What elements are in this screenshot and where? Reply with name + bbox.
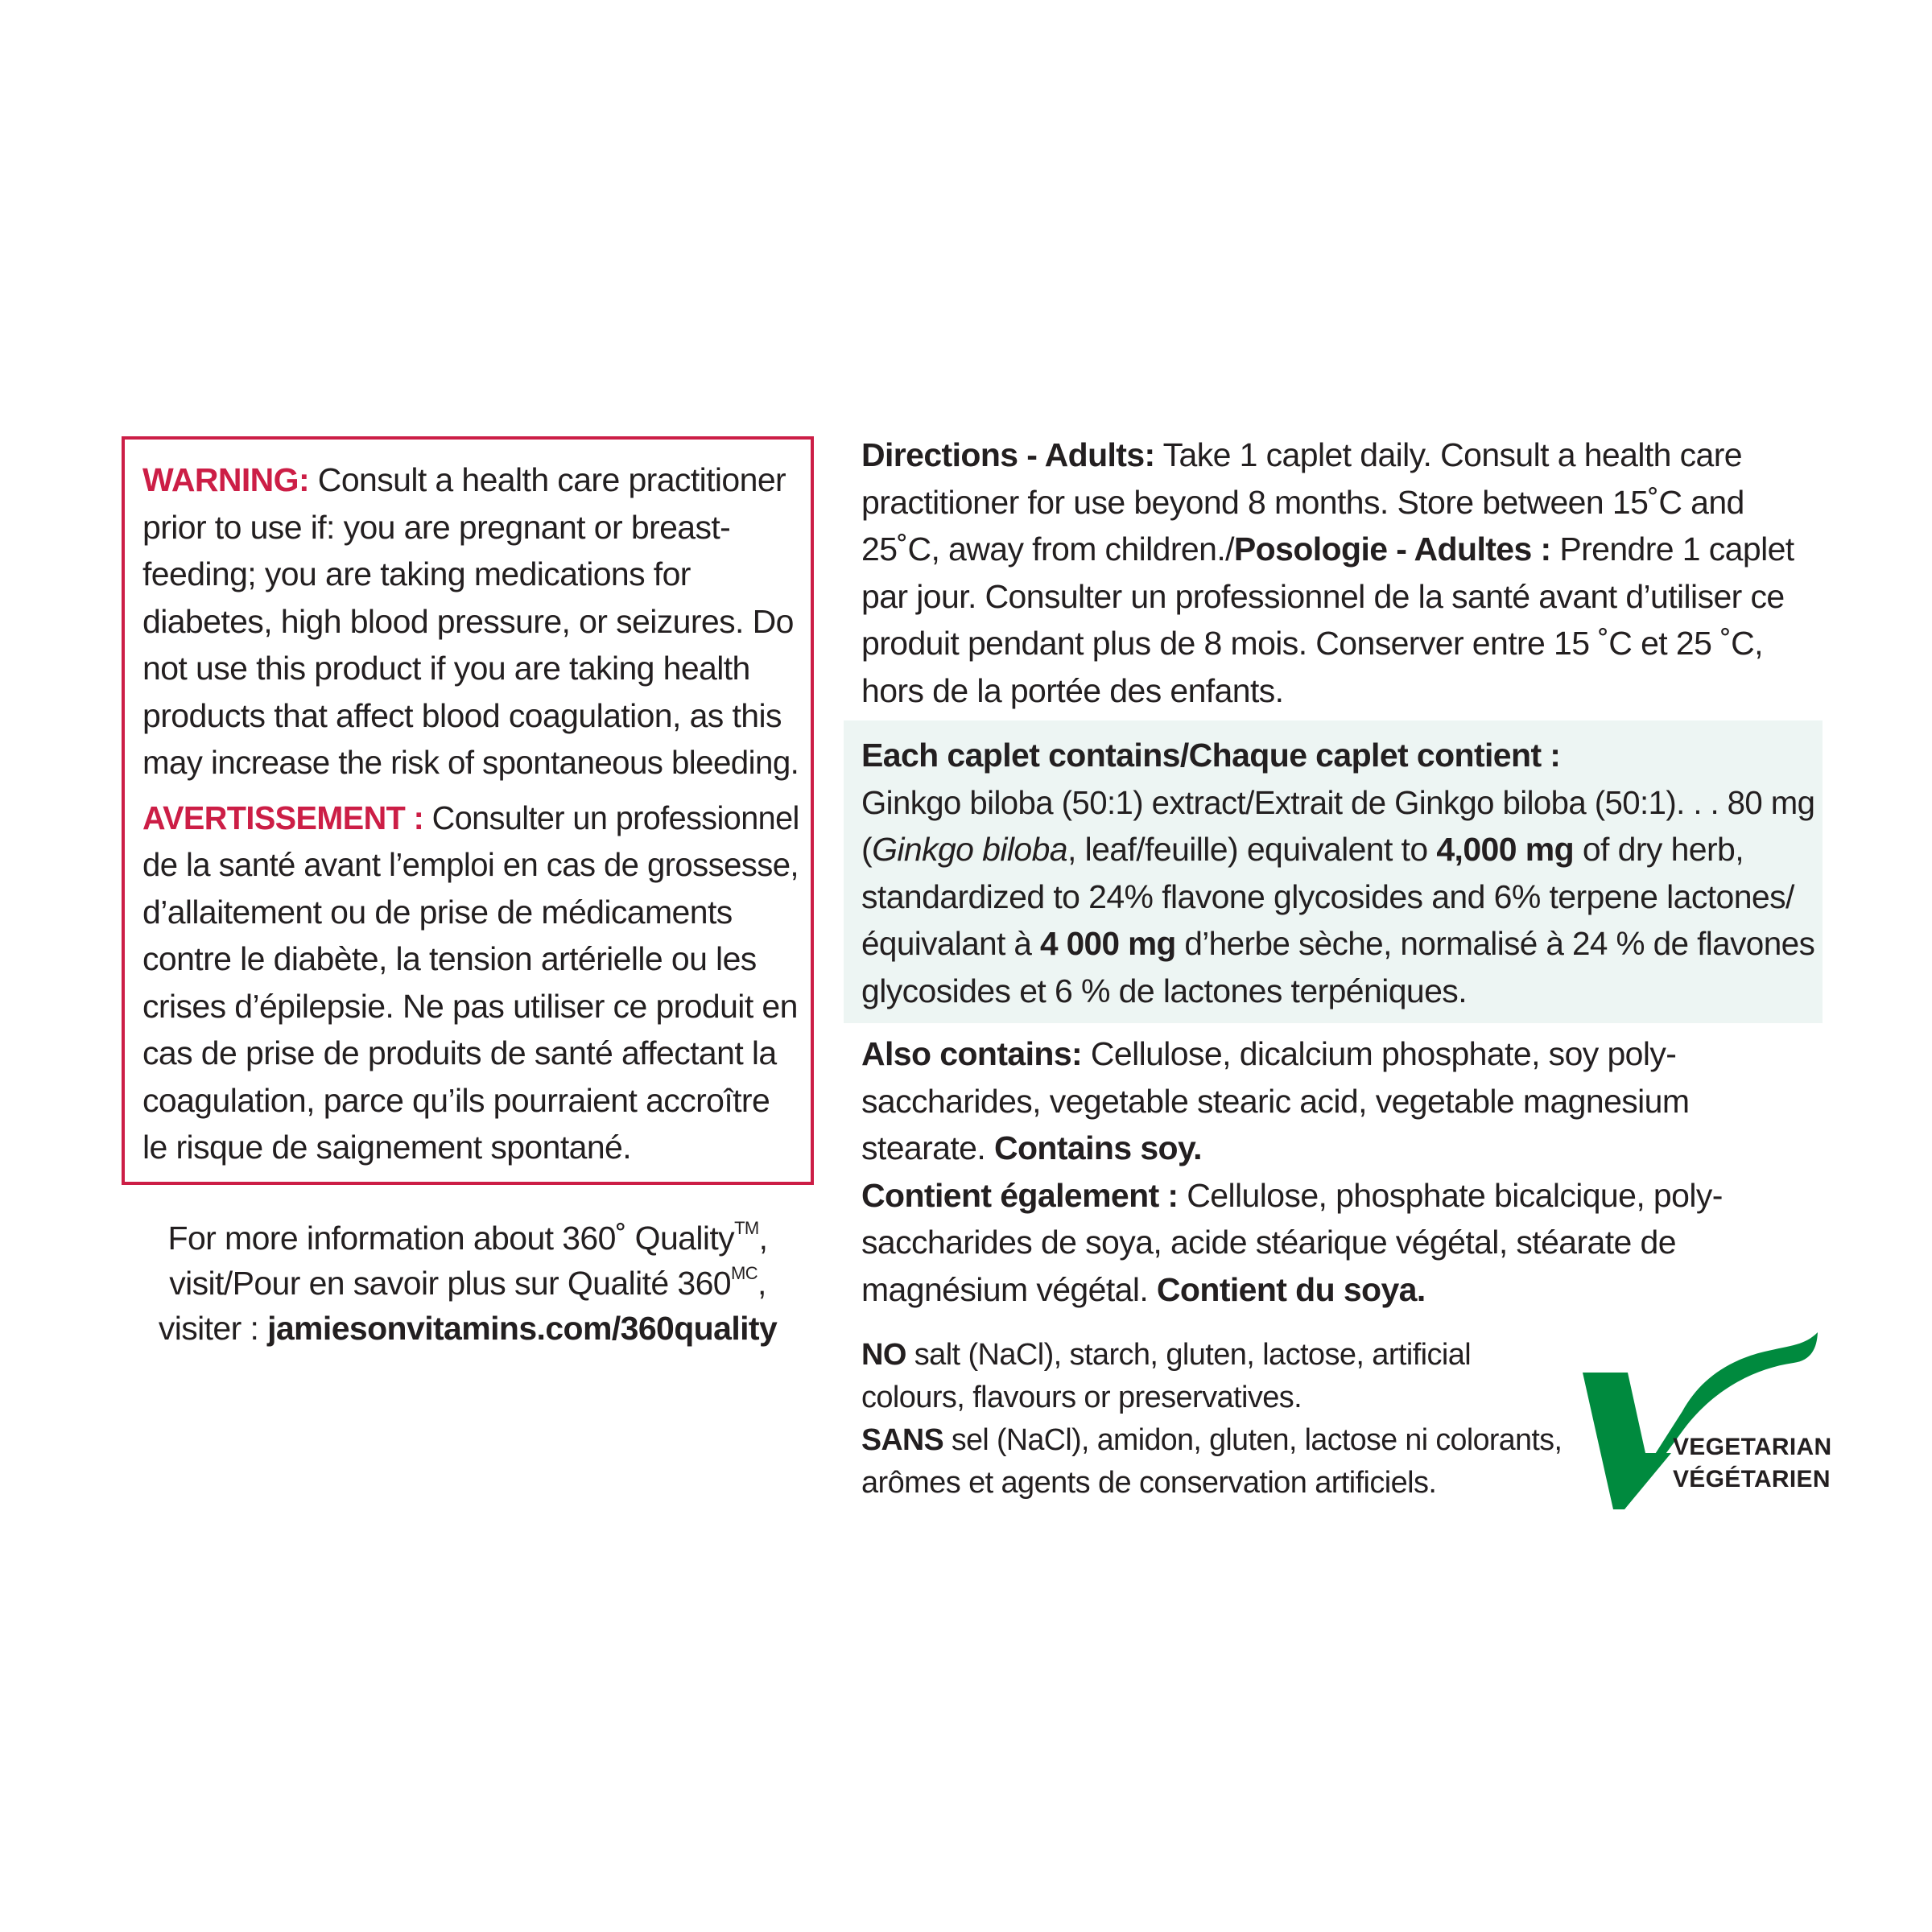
warning-line: Consult a health care practitioner — [309, 461, 786, 498]
dry-herb-amount-fr: 4 000 mg — [1040, 925, 1176, 962]
sans-label: SANS — [861, 1423, 944, 1457]
directions-section — [861, 431, 1819, 714]
warning-line: feeding; you are taking medications for — [142, 555, 691, 592]
also-line: magnésium végétal. — [861, 1270, 1157, 1308]
warning-english — [142, 456, 799, 786]
info-line: For more information about 360˚ Quality — [167, 1220, 735, 1257]
also-line: Cellulose, phosphate bicalcique, poly- — [1178, 1176, 1723, 1214]
warning-line: may increase the risk of spontaneous bleeding. — [142, 744, 799, 781]
warning-line: prior to use if: you are pregnant or breast- — [142, 508, 731, 546]
ingredient-line: Ginkgo biloba (50:1) extract/Extrait de Ginkgo biloba (50:1). . . 80 mg — [861, 783, 1815, 821]
warning-line: le risque de saignement spontané. — [142, 1129, 632, 1166]
warning-title: WARNING: — [142, 461, 310, 498]
warning-line: de la santé avant l’emploi en cas de grossesse, — [142, 846, 799, 883]
warning-french — [142, 795, 799, 1171]
directions-title: Directions - Adults: — [861, 436, 1155, 473]
warning-line: products that affect blood coagulation, as this — [142, 696, 782, 734]
ingredient-line: glycosides et 6 % de lactones terpéniques. — [861, 972, 1467, 1009]
free-from-line: colours, flavours or preservatives. — [861, 1381, 1302, 1414]
warning-line: coagulation, parce qu’ils pourraient accroître — [142, 1081, 770, 1119]
directions-line: Take 1 caplet daily. Consult a health care — [1154, 436, 1742, 473]
free-from-line: arômes et agents de conservation artificiels. — [861, 1466, 1437, 1500]
vegetarian-labels — [1673, 1431, 1831, 1496]
ingredient-text: , leaf/feuille) equivalent to — [1067, 831, 1437, 868]
info-line: visiter : — [158, 1310, 268, 1347]
info-line: visit/Pour en savoir plus sur Qualité 360 — [169, 1265, 731, 1302]
vegetarian-label-en: VEGETARIAN — [1673, 1434, 1832, 1460]
no-label: NO — [861, 1338, 906, 1372]
warning-text — [142, 456, 799, 1179]
free-from-line: sel (NaCl), amidon, gluten, lactose ni colorants, — [943, 1423, 1563, 1457]
directions-line: practitioner for use beyond 8 months. Store between 15˚C and — [861, 483, 1744, 521]
contient-soya: Contient du soya. — [1156, 1270, 1426, 1308]
warning-line: contre le diabète, la tension artérielle ou les — [142, 940, 757, 977]
website-url[interactable]: jamiesonvitamins.com/360quality — [267, 1310, 778, 1347]
caplet-title: Each caplet contains/Chaque caplet contient : — [861, 737, 1561, 774]
also-contains-section — [861, 1030, 1819, 1313]
caplet-contents-section — [861, 732, 1819, 1014]
contient-title: Contient également : — [861, 1176, 1179, 1214]
dry-herb-amount: 4,000 mg — [1436, 831, 1575, 868]
warning-line: diabetes, high blood pressure, or seizures. Do — [142, 602, 794, 640]
also-line: saccharides de soya, acide stéarique végétal, stéarate de — [861, 1224, 1676, 1261]
info-punct: , — [758, 1220, 768, 1257]
warning-line: not use this product if you are taking health — [142, 650, 750, 687]
avertissement-title: AVERTISSEMENT : — [142, 799, 424, 836]
also-line: Cellulose, dicalcium phosphate, soy poly- — [1082, 1035, 1677, 1072]
ingredient-text: of dry herb, — [1574, 831, 1744, 868]
quality-360-info — [122, 1216, 814, 1351]
directions-line: 25˚C, away from children./ — [861, 530, 1234, 568]
also-contains-title: Also contains: — [861, 1035, 1083, 1072]
also-line: stearate. — [861, 1129, 994, 1166]
ingredient-text: équivalant à — [861, 925, 1041, 962]
directions-line: produit pendant plus de 8 mois. Conserver entre 15 ˚C et 25 ˚C, — [861, 625, 1763, 662]
ingredient-text: d’herbe sèche, normalisé à 24 % de flavones — [1175, 925, 1815, 962]
vegetarian-label-fr: VÉGÉTARIEN — [1673, 1466, 1831, 1492]
directions-line: Prendre 1 caplet — [1550, 530, 1794, 568]
contains-soy: Contains soy. — [993, 1129, 1202, 1166]
warning-line: d’allaitement ou de prise de médicaments — [142, 893, 733, 931]
ingredient-line: standardized to 24% flavone glycosides and 6% terpene lactones/ — [861, 877, 1794, 915]
directions-line: par jour. Consulter un professionnel de la santé avant d’utiliser ce — [861, 577, 1785, 615]
info-punct: , — [758, 1265, 766, 1302]
free-from-section — [861, 1334, 1562, 1505]
posologie-title: Posologie - Adultes : — [1233, 530, 1551, 568]
directions-line: hors de la portée des enfants. — [861, 671, 1284, 709]
free-from-line: salt (NaCl), starch, gluten, lactose, artificial — [906, 1338, 1472, 1372]
warning-line: crises d’épilepsie. Ne pas utiliser ce produit en — [142, 987, 798, 1025]
trademark-mark: MC — [731, 1263, 758, 1284]
species-name: Ginkgo biloba — [872, 831, 1067, 868]
trademark-mark: TM — [734, 1218, 759, 1239]
warning-line: cas de prise de produits de santé affectant la — [142, 1034, 777, 1071]
warning-box — [122, 436, 814, 1185]
also-line: saccharides, vegetable stearic acid, vegetable magnesium — [861, 1082, 1690, 1120]
ingredient-text: ( — [861, 831, 873, 868]
warning-line: Consulter un professionnel — [423, 799, 799, 836]
